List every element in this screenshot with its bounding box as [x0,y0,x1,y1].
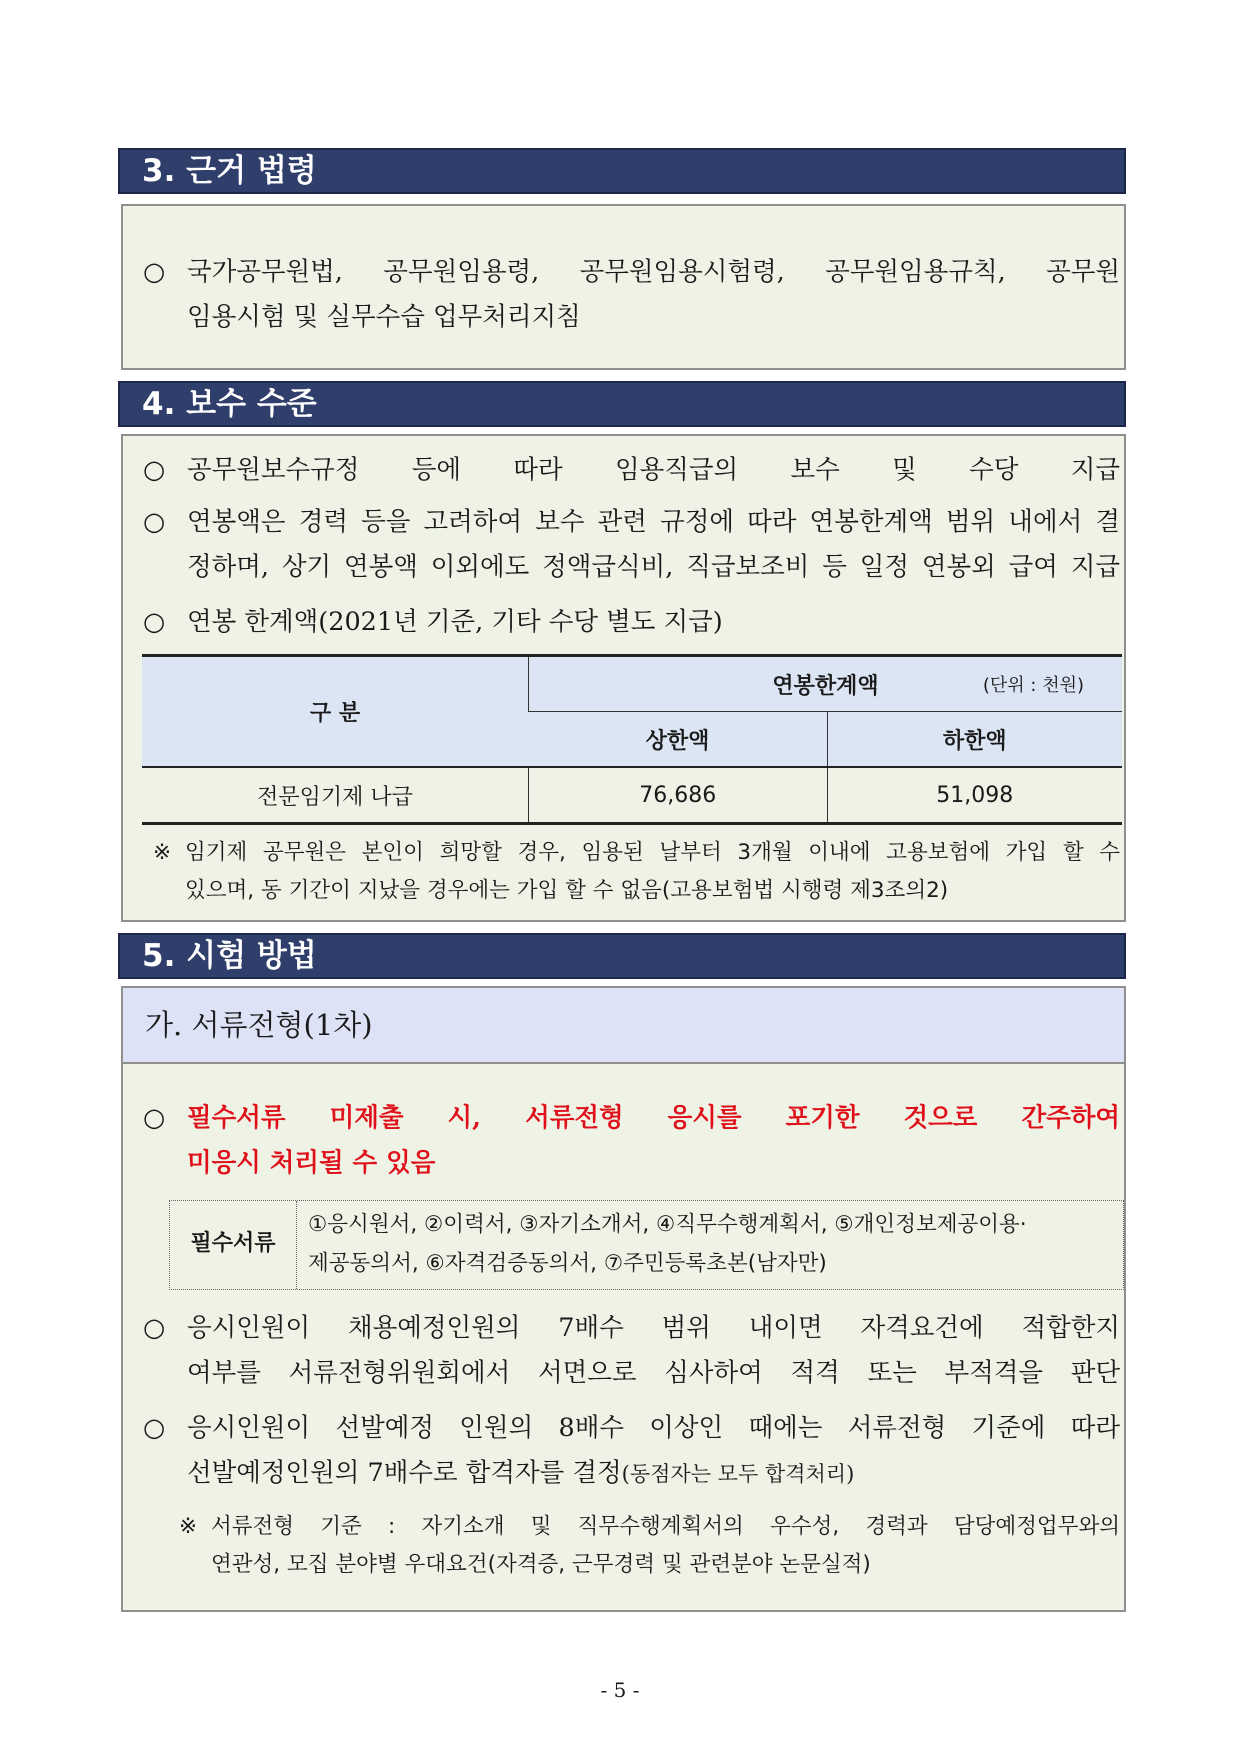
section-5-box [121,986,1126,1612]
section-4-box [121,434,1126,922]
screening-bullet-3-line-2-main: 선발예정인원의 7배수로 합격자를 결정 [187,1458,622,1488]
pay-bullet-1-text: 공무원보수규정 등에 따라 임용직급의 보수 및 수당 지급 [187,455,1120,485]
salary-upper-header: 상한액 [529,712,828,768]
reference-mark-icon: ※ [179,1514,198,1539]
required-docs-list-line-1: ①응시원서, ②이력서, ③자기소개서, ④직무수행계획서, ⑤개인정보제공이용· [308,1212,1027,1237]
salary-header-label: 연봉한계액 [772,673,879,699]
circle-bullet-icon: ○ [143,1313,166,1343]
pay-bullet-3 [143,600,1120,645]
required-docs-list [308,1205,1117,1283]
required-docs-box [169,1200,1124,1290]
salary-lower-header: 하한액 [827,712,1122,768]
pay-bullet-2 [143,500,1120,590]
pay-bullet-2-line-2: 정하며, 상기 연봉액 이외에도 정액급식비, 직급보조비 등 일정 연봉외 급여 지급 [187,552,1120,582]
section-4-heading: 4. 보수 수준 [118,381,1126,427]
insurance-note-line-2: 있으며, 동 기간이 지났을 경우에는 가입 할 수 없음(고용보험법 시행령 제3조의2) [185,878,949,903]
section-3-box [121,204,1126,370]
screening-bullet-2-line-2: 여부를 서류전형위원회에서 서면으로 심사하여 적격 또는 부적격을 판단 [187,1358,1120,1388]
screening-criteria-line-1: 서류전형 기준 : 자기소개 및 직무수행계획서의 우수성, 경력과 담당예정업무와의 [211,1514,1120,1539]
pay-bullet-1 [143,448,1120,493]
circle-bullet-icon: ○ [143,1413,166,1443]
required-docs-bullet [143,1096,1120,1186]
screening-criteria-line-2: 연관성, 모집 분야별 우대요건(자격증, 근무경력 및 관련분야 논문실적) [211,1552,871,1577]
screening-criteria-note [179,1508,1120,1584]
circle-bullet-icon: ○ [143,607,166,637]
salary-unit: (단위 : 천원) [982,675,1084,696]
circle-bullet-icon: ○ [143,455,166,485]
screening-bullet-2-line-1: 응시인원이 채용예정인원의 7배수 범위 내이면 자격요건에 적합한지 [187,1313,1120,1343]
pay-bullet-2-line-1: 연봉액은 경력 등을 고려하여 보수 관련 규정에 따라 연봉한계액 범위 내에서 결 [187,507,1120,537]
document-screening-subheading: 가. 서류전형(1차) [123,988,1124,1064]
circle-bullet-icon: ○ [143,1103,166,1133]
required-docs-line-2: 미응시 처리될 수 있음 [187,1148,436,1178]
page-number: - 5 - [600,1678,640,1702]
screening-bullet-3-tail: (동점자는 모두 합격처리) [621,1462,855,1486]
insurance-note [153,834,1120,910]
salary-lower-value: 51,098 [827,767,1122,824]
law-bullet [143,250,1120,340]
salary-col-group: 구 분 [142,656,529,768]
required-docs-label: 필수서류 [170,1201,297,1289]
reference-mark-icon: ※ [153,840,172,865]
screening-bullet-3-line-1: 응시인원이 선발예정 인원의 8배수 이상인 때에는 서류전형 기준에 따라 [187,1413,1120,1443]
insurance-note-line-1: 임기제 공무원은 본인이 희망할 경우, 임용된 날부터 3개월 이내에 고용보험에 가입 할 수 [185,840,1120,865]
screening-bullet-2 [143,1306,1120,1396]
pay-bullet-3-text: 연봉 한계액(2021년 기준, 기타 수당 별도 지급) [187,607,723,637]
salary-header [529,656,1123,712]
screening-bullet-3 [143,1406,1120,1497]
required-docs-list-line-2: 제공동의서, ⑥자격검증동의서, ⑦주민등록초본(남자만) [308,1251,827,1276]
salary-table [142,654,1122,825]
circle-bullet-icon: ○ [143,507,166,537]
law-line-1: 국가공무원법, 공무원임용령, 공무원임용시험령, 공무원임용규칙, 공무원 [187,257,1120,287]
screening-bullet-3-line-2 [187,1451,1120,1497]
circle-bullet-icon: ○ [143,257,166,287]
section-5-heading: 5. 시험 방법 [118,933,1126,979]
required-docs-line-1: 필수서류 미제출 시, 서류전형 응시를 포기한 것으로 간주하여 [187,1103,1120,1133]
salary-row-label: 전문임기제 나급 [257,784,413,810]
salary-upper-value: 76,686 [529,767,828,824]
law-line-2: 임용시험 및 실무수습 업무처리지침 [187,302,581,332]
section-3-heading: 3. 근거 법령 [118,148,1126,194]
